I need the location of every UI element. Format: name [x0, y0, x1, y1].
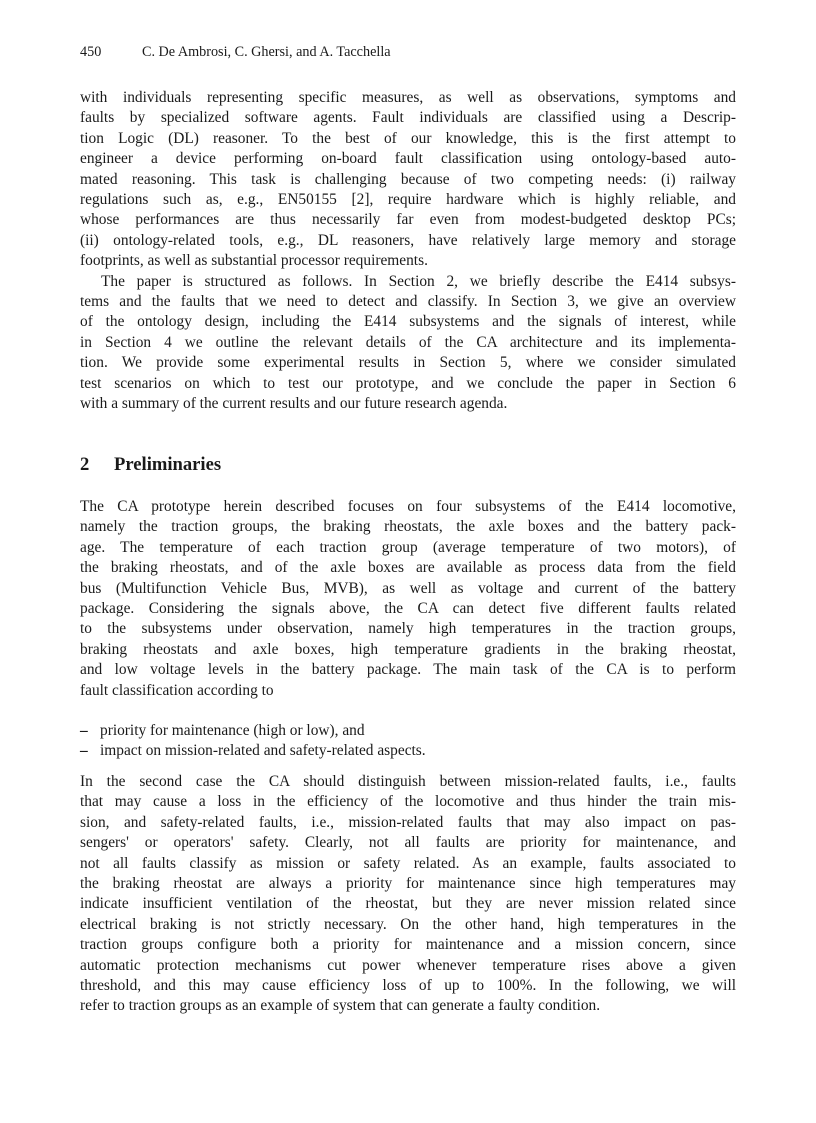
text-line: footprints, as well as substantial processor requirements.: [80, 252, 428, 270]
prelim-paragraph-1: [80, 497, 736, 701]
text-line: of the ontology design, including the E414 subsystems and the signals of interest, while: [80, 313, 736, 331]
text-line: regulations such as, e.g., EN50155 [2], require hardware which is highly reliable, and: [80, 190, 736, 208]
text-line: the braking rheostat are always a priority for maintenance since high temperatures may: [80, 874, 736, 892]
list-item: [80, 741, 426, 761]
text-line: that may cause a loss in the efficiency of the locomotive and thus hinder the train mis-: [80, 793, 736, 811]
text-line: and low voltage levels in the battery package. The main task of the CA is to perform: [80, 661, 736, 679]
text-line: with a summary of the current results and our future research agenda.: [80, 394, 508, 412]
text-line: tion Logic (DL) reasoner. To the best of our knowledge, this is the first attempt to: [80, 129, 736, 147]
text-line: namely the traction groups, the braking rheostats, the axle boxes and the battery pack-: [80, 518, 736, 536]
running-head-authors: C. De Ambrosi, C. Ghersi, and A. Tacchella: [142, 44, 391, 60]
text-line: refer to traction groups as an example of system that can generate a faulty condition.: [80, 997, 601, 1015]
bullet-text: impact on mission-related and safety-related aspects.: [100, 742, 426, 760]
text-line: engineer a device performing on-board fault classification using ontology-based auto-: [80, 150, 736, 168]
running-head: [80, 44, 391, 61]
text-line: indicate insufficient ventilation of the rheostat, but they are never mission related since: [80, 895, 736, 913]
text-line: test scenarios on which to test our prototype, and we conclude the paper in Section 6: [80, 374, 736, 392]
text-line: automatic protection mechanisms cut power whenever temperature rises above a given: [80, 956, 736, 974]
page-number: 450: [80, 44, 102, 60]
text-line: age. The temperature of each traction group (average temperature of two motors), of: [80, 538, 736, 556]
prelim-paragraph-2: [80, 772, 736, 1017]
text-line: with individuals representing specific measures, as well as observations, symptoms and: [80, 89, 736, 106]
text-line: whose performances are thus necessarily far even from modest-budgeted desktop PCs;: [80, 211, 736, 229]
text-line: (ii) ontology-related tools, e.g., DL reasoners, have relatively large memory and storage: [80, 231, 736, 249]
text-line: sion, and safety-related faults, i.e., mission-related faults that may also impact on pas-: [80, 813, 736, 831]
text-line: in Section 4 we outline the relevant details of the CA architecture and its implementa-: [80, 333, 736, 351]
text-line: In the second case the CA should distinguish between mission-related faults, i.e., faults: [80, 773, 736, 790]
text-line: the braking rheostats, and of the axle boxes are available as process data from the field: [80, 559, 736, 577]
section-heading: [80, 454, 221, 476]
bullet-marker: –: [80, 722, 88, 739]
text-line: braking rheostats and axle boxes, high temperature gradients in the braking rheostat,: [80, 640, 736, 658]
bullet-marker: –: [80, 742, 88, 760]
bullet-list: [80, 721, 426, 762]
text-line: bus (Multifunction Vehicle Bus, MVB), as well as voltage and current of the battery: [80, 579, 736, 597]
bullet-text: priority for maintenance (high or low), and: [100, 722, 365, 739]
intro-paragraph-2: [80, 272, 736, 415]
text-line: mated reasoning. This task is challenging because of two competing needs: (i) railway: [80, 170, 736, 188]
section-number: 2: [80, 454, 90, 475]
text-line: sengers' or operators' safety. Clearly, not all faults are priority for maintenance, and: [80, 834, 736, 852]
text-line: The CA prototype herein described focuses on four subsystems of the E414 locomotive,: [80, 498, 736, 515]
text-line: not all faults classify as mission or safety related. As an example, faults associated to: [80, 854, 736, 872]
list-item: [80, 721, 426, 741]
intro-paragraph-1: [80, 88, 736, 272]
text-line: electrical braking is not strictly necessary. On the other hand, high temperatures in the: [80, 915, 736, 933]
text-line: fault classification according to: [80, 681, 274, 699]
text-line: tems and the faults that we need to detect and classify. In Section 3, we give an overview: [80, 292, 736, 310]
text-line: traction groups configure both a priority for maintenance and a mission concern, since: [80, 936, 736, 954]
text-line: tion. We provide some experimental results in Section 5, where we consider simulated: [80, 354, 736, 372]
text-line: package. Considering the signals above, the CA can detect five different faults related: [80, 599, 736, 617]
text-line: faults by specialized software agents. Fault individuals are classified using a Descrip-: [80, 109, 736, 127]
text-line: The paper is structured as follows. In Section 2, we briefly describe the E414 subsys-: [101, 272, 736, 290]
text-line: threshold, and this may cause efficiency loss of up to 100%. In the following, we will: [80, 976, 736, 994]
section-title: Preliminaries: [114, 454, 222, 475]
text-line: to the subsystems under observation, namely high temperatures in the traction groups,: [80, 620, 736, 638]
